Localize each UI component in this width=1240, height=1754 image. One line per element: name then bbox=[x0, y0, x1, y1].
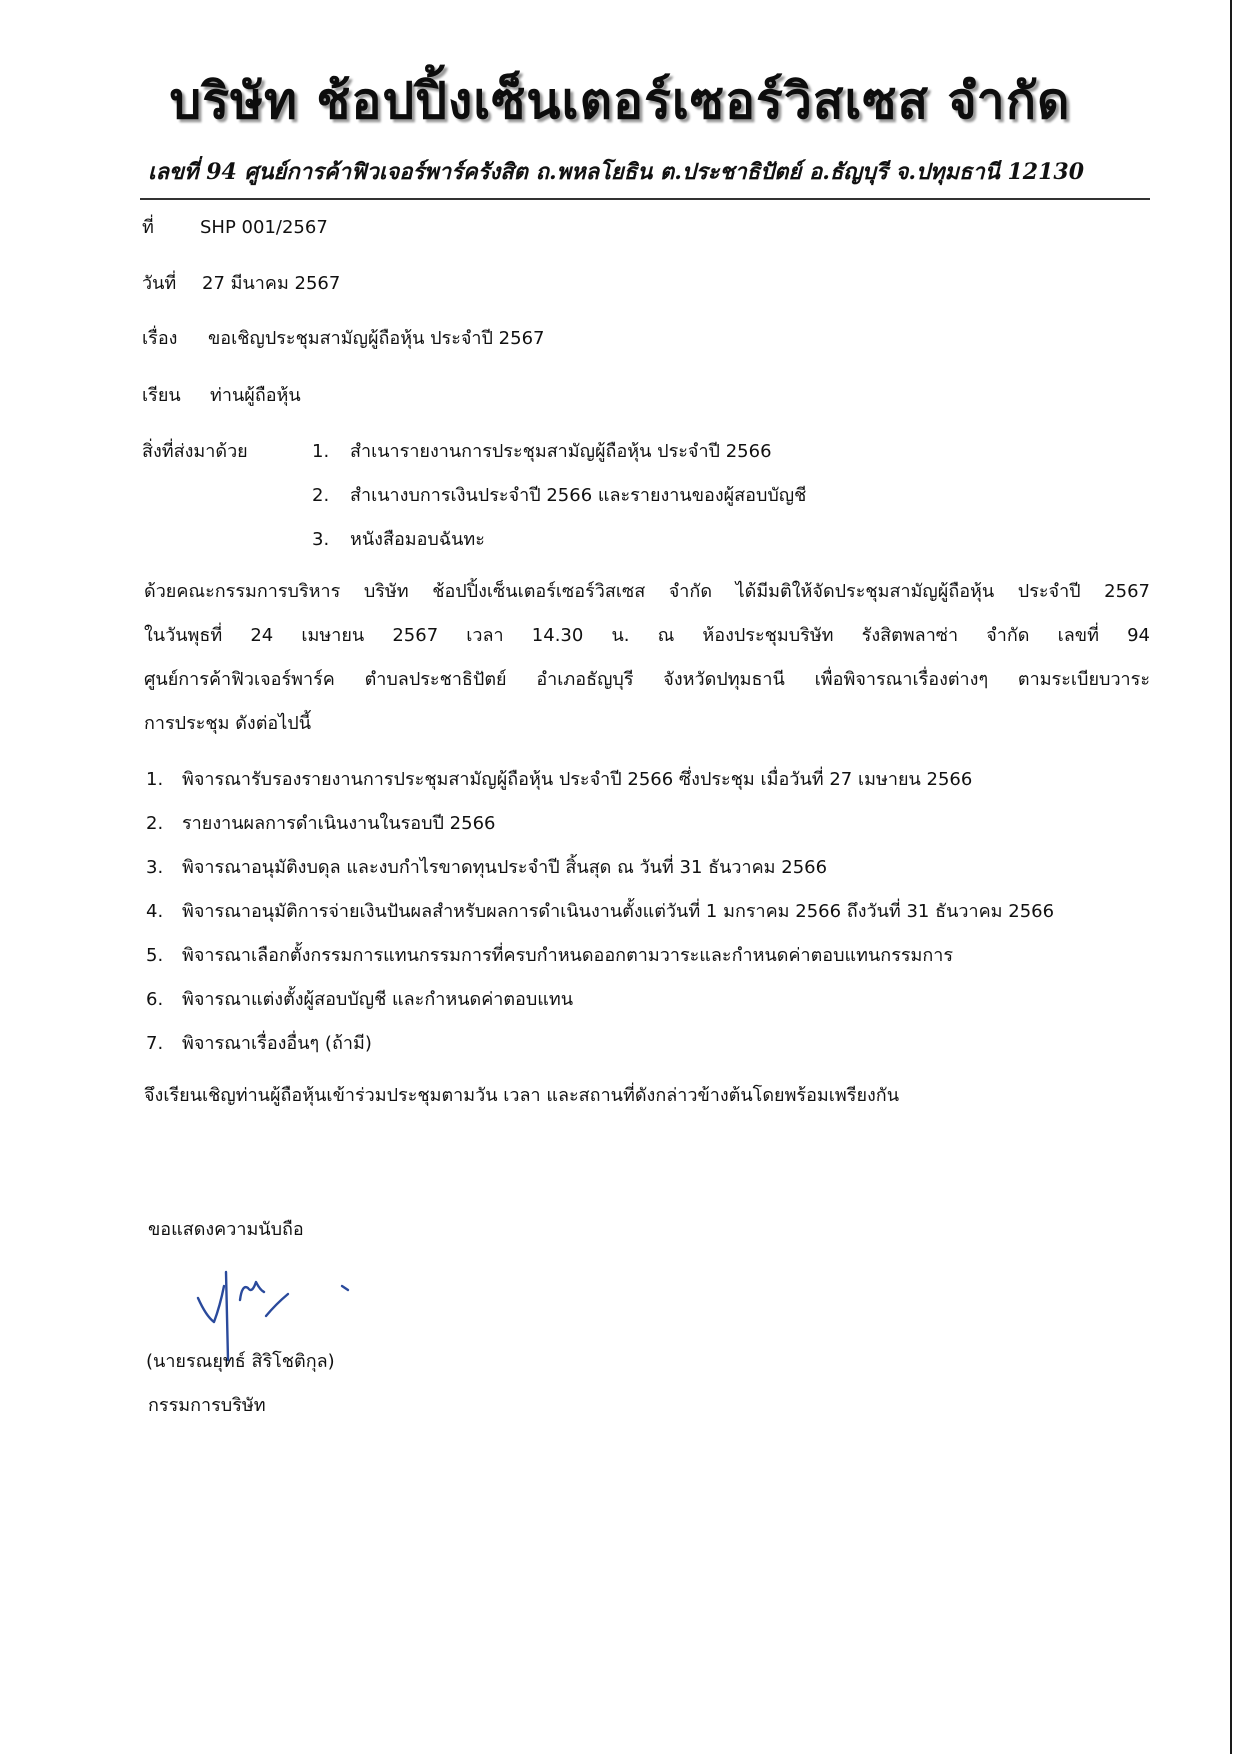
agenda-item bbox=[146, 1028, 372, 1057]
agenda-text: รายงานผลการดำเนินงานในรอบปี 2566 bbox=[182, 813, 496, 834]
agenda-item bbox=[146, 852, 827, 881]
recipient-value: ท่านผู้ถือหุ้น bbox=[210, 385, 301, 406]
agenda-text: พิจารณาแต่งตั้งผู้สอบบัญชี และกำหนดค่าตอบแทน bbox=[182, 989, 574, 1010]
signature-stroke bbox=[266, 1294, 288, 1316]
agenda-item bbox=[146, 940, 953, 969]
agenda-item bbox=[146, 984, 573, 1013]
enclosure-item bbox=[312, 524, 485, 553]
agenda-item bbox=[146, 896, 1054, 925]
agenda-text: พิจารณาอนุมัติงบดุล และงบกำไรขาดทุนประจำปี สิ้นสุด ณ วันที่ 31 ธันวาคม 2566 bbox=[182, 857, 828, 878]
company-name: บริษัท ช้อปปิ้งเซ็นเตอร์เซอร์วิสเซส จำกัด bbox=[169, 71, 1071, 130]
recipient-field bbox=[142, 380, 301, 409]
enclosure-text: สำเนางบการเงินประจำปี 2566 และรายงานของผู้สอบบัญชี bbox=[350, 485, 807, 506]
agenda-number: 6. bbox=[146, 989, 164, 1010]
enclosure-number: 1. bbox=[312, 441, 330, 462]
closing-paragraph: จึงเรียนเชิญท่านผู้ถือหุ้นเข้าร่วมประชุมตามวัน เวลา และสถานที่ดังกล่าวข้างต้นโดยพร้อมเพรียงกัน bbox=[144, 1085, 899, 1106]
reference-label: ที่ bbox=[142, 217, 154, 238]
company-address: เลขที่ 94 ศูนย์การค้าฟิวเจอร์พาร์ครังสิต ถ.พหลโยธิน ต.ประชาธิปัตย์ อ.ธัญบุรี จ.ปทุมธานี 12130 bbox=[148, 159, 1084, 185]
intro-paragraph-line: ศูนย์การค้าฟิวเจอร์พาร์ค ตำบลประชาธิปัตย์ อำเภอธัญบุรี จังหวัดปทุมธานี เพื่อพิจารณาเรื่องต่างๆ ตามระเบียบวาระ bbox=[144, 669, 1150, 690]
agenda-number: 4. bbox=[146, 901, 164, 922]
closing-salutation: ขอแสดงความนับถือ bbox=[148, 1219, 304, 1240]
agenda-number: 1. bbox=[146, 769, 164, 790]
enclosure-text: หนังสือมอบฉันทะ bbox=[350, 529, 485, 550]
enclosure-text: สำเนารายงานการประชุมสามัญผู้ถือหุ้น ประจำปี 2566 bbox=[350, 441, 772, 462]
agenda-item bbox=[146, 764, 972, 793]
recipient-label: เรียน bbox=[142, 385, 181, 406]
agenda-number: 7. bbox=[146, 1033, 164, 1054]
enclosure-item bbox=[312, 480, 806, 509]
enclosures-label: สิ่งที่ส่งมาด้วย bbox=[142, 441, 248, 462]
letterhead-divider bbox=[140, 198, 1150, 200]
signatory-name: (นายรณยุทธ์ สิริโชติกุล) bbox=[146, 1351, 335, 1372]
signature-stroke bbox=[342, 1286, 348, 1290]
enclosure-number: 2. bbox=[312, 485, 330, 506]
intro-paragraph-line: การประชุม ดังต่อไปนี้ bbox=[144, 713, 312, 734]
reference-value: SHP 001/2567 bbox=[200, 217, 328, 238]
enclosure-number: 3. bbox=[312, 529, 330, 550]
subject-value: ขอเชิญประชุมสามัญผู้ถือหุ้น ประจำปี 2567 bbox=[208, 328, 545, 349]
agenda-text: พิจารณาเรื่องอื่นๆ (ถ้ามี) bbox=[182, 1033, 372, 1054]
agenda-number: 5. bbox=[146, 945, 164, 966]
agenda-number: 2. bbox=[146, 813, 164, 834]
enclosure-item bbox=[312, 436, 772, 465]
agenda-item bbox=[146, 808, 496, 837]
agenda-text: พิจารณาเลือกตั้งกรรมการแทนกรรมการที่ครบกำหนดออกตามวาระและกำหนดค่าตอบแทนกรรมการ bbox=[182, 945, 954, 966]
date-field bbox=[142, 268, 340, 297]
signatory-position: กรรมการบริษัท bbox=[148, 1395, 266, 1416]
agenda-text: พิจารณารับรองรายงานการประชุมสามัญผู้ถือหุ้น ประจำปี 2566 ซึ่งประชุม เมื่อวันที่ 27 เมษายน 2566 bbox=[182, 769, 973, 790]
intro-paragraph-line: ในวันพุธที่ 24 เมษายน 2567 เวลา 14.30 น. ณ ห้องประชุมบริษัท รังสิตพลาซ่า จำกัด เลขที่ 94 bbox=[144, 625, 1150, 646]
date-label: วันที่ bbox=[142, 273, 177, 294]
date-value: 27 มีนาคม 2567 bbox=[202, 273, 341, 294]
agenda-number: 3. bbox=[146, 857, 164, 878]
subject-label: เรื่อง bbox=[142, 328, 178, 349]
scan-edge-line bbox=[1230, 0, 1232, 1754]
subject-field bbox=[142, 323, 544, 352]
intro-paragraph-line: ด้วยคณะกรรมการบริหาร บริษัท ช้อปปิ้งเซ็นเตอร์เซอร์วิสเซส จำกัด ได้มีมติให้จัดประชุมสามัญผู้ถือหุ้น ประจำปี 2567 bbox=[144, 581, 1150, 602]
signature-stroke bbox=[198, 1286, 224, 1322]
signature-stroke bbox=[240, 1282, 264, 1300]
reference-field bbox=[142, 212, 328, 241]
agenda-text: พิจารณาอนุมัติการจ่ายเงินปันผลสำหรับผลการดำเนินงานตั้งแต่วันที่ 1 มกราคม 2566 ถึงวันที่ 31 ธันวาคม 2566 bbox=[182, 901, 1055, 922]
